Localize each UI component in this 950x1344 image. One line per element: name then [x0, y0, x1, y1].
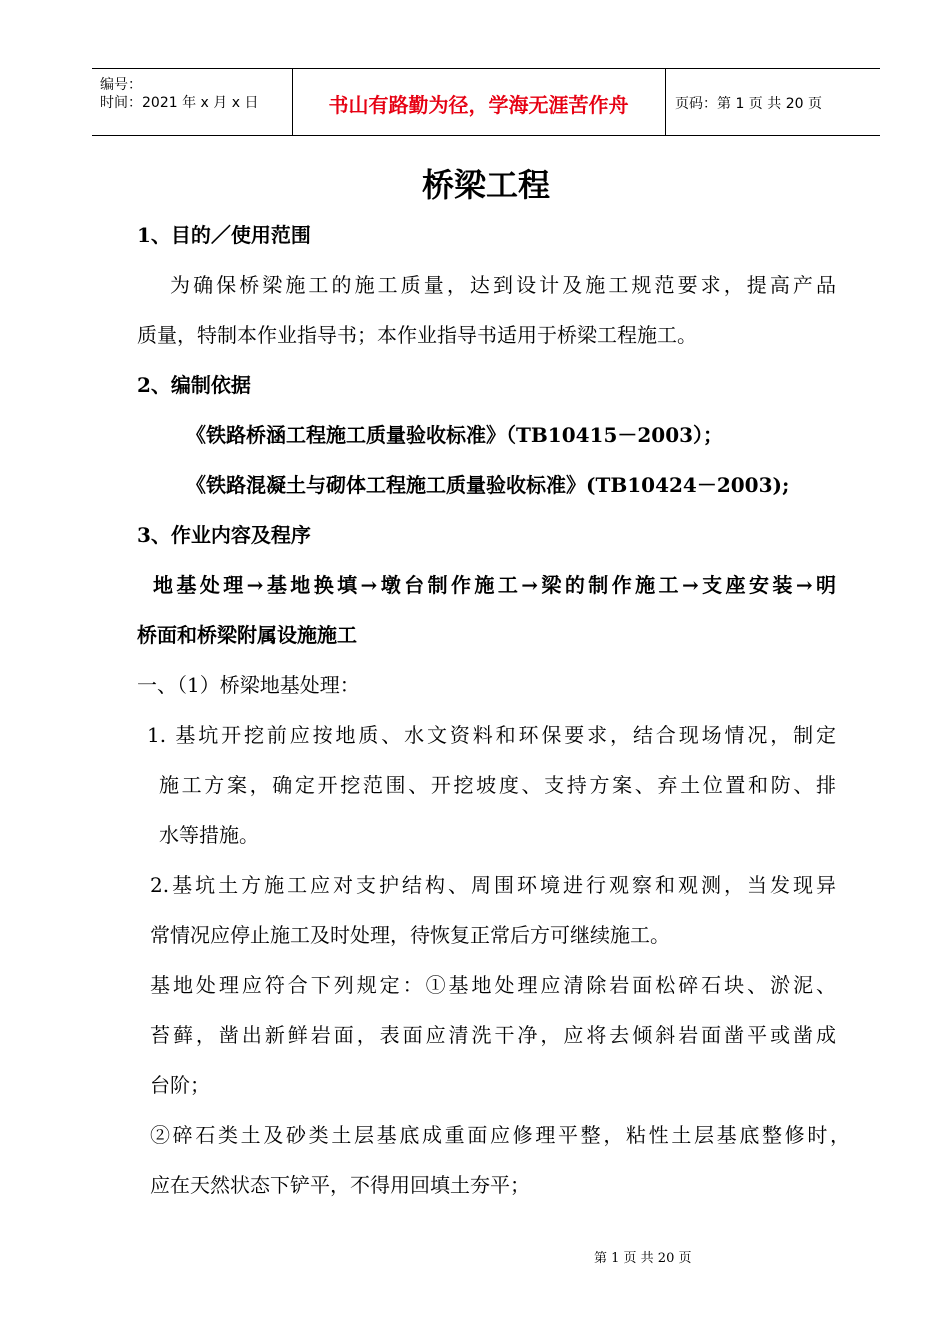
list-item-line: 1. 基坑开挖前应按地质、水文资料和环保要求，结合现场情况，制定	[147, 723, 836, 747]
header-motto: 书山有路勤为径，学海无涯苦作舟	[328, 93, 629, 117]
section-heading-procedure: 3、作业内容及程序	[137, 523, 311, 547]
header-divider	[665, 69, 666, 135]
page-footer: 第 1 页 共 20 页	[594, 1251, 692, 1266]
list-item-line: 水等措施。	[159, 823, 259, 847]
paragraph-line: 质量，特制本作业指导书；本作业指导书适用于桥梁工程施工。	[137, 323, 697, 347]
rule-line: 应在天然状态下铲平，不得用回填土夯平；	[150, 1173, 530, 1197]
rule-line: 台阶；	[150, 1073, 210, 1097]
page-header	[92, 68, 880, 136]
reference-standard: 《铁路混凝土与砌体工程施工质量验收标准》(TB10424－2003);	[186, 473, 790, 497]
reference-standard: 《铁路桥涵工程施工质量验收标准》（TB10415－2003）；	[186, 423, 724, 447]
rule-line: ②碎石类土及砂类土层基底成重面应修理平整，粘性土层基底整修时，	[150, 1123, 850, 1147]
rule-line: 苔藓，凿出新鲜岩面，表面应清洗干净，应将去倾斜岩面凿平或凿成	[150, 1023, 836, 1047]
header-page-number: 页码：第 1 页 共 20 页	[675, 96, 822, 112]
document-date-label: 时间：2021 年 x 月 x 日	[100, 95, 259, 111]
subsection-heading: 一、（1）桥梁地基处理：	[137, 673, 360, 697]
process-flow-line: 桥面和桥梁附属设施施工	[137, 623, 357, 647]
list-item-line: 施工方案，确定开挖范围、开挖坡度、支持方案、弃土位置和防、排	[159, 773, 836, 797]
list-item-line: 常情况应停止施工及时处理，待恢复正常后方可继续施工。	[150, 923, 670, 947]
document-number-label: 编号：	[100, 77, 142, 93]
list-item-line: 2.基坑土方施工应对支护结构、周围环境进行观察和观测，当发现异	[150, 873, 836, 897]
process-flow-line: 地基处理→基地换填→墩台制作施工→梁的制作施工→支座安装→明	[153, 573, 836, 597]
section-heading-basis: 2、编制依据	[137, 373, 251, 397]
section-heading-purpose: 1、目的／使用范围	[137, 223, 311, 247]
rule-line: 基地处理应符合下列规定：①基地处理应清除岩面松碎石块、淤泥、	[150, 973, 836, 997]
paragraph-line: 为确保桥梁施工的施工质量，达到设计及施工规范要求，提高产品	[170, 273, 836, 297]
document-title: 桥梁工程	[421, 166, 550, 204]
